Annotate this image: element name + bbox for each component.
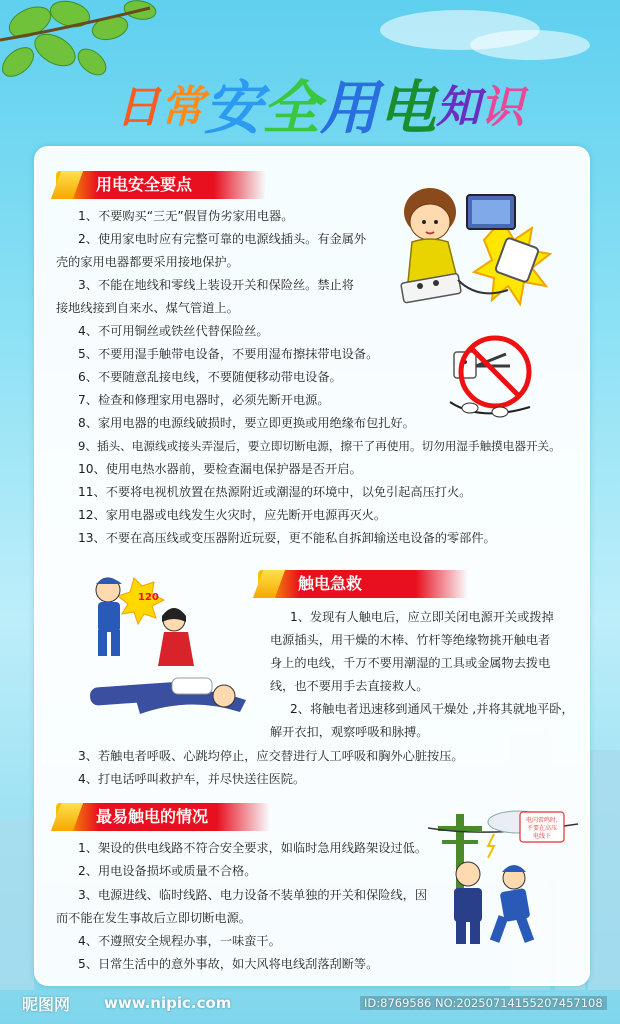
list-item: 4、不遵照安全规程办事，一味蛮干。 [78,934,281,948]
list-item: 3、电源进线、临时线路、电力设备不装单独的开关和保险线，因 [78,888,428,902]
cloud [470,30,590,60]
list-item: 而不能在发生事故后立即切断电源。 [56,911,251,925]
list-item: 2、用电设备损坏或质量不合格。 [78,864,257,878]
list-item: 8、家用电器的电源线破损时，要立即更换或用绝缘布包扎好。 [78,416,415,430]
list-item: 电源插头，用干燥的木棒、竹杆等绝缘物挑开触电者 [270,633,551,647]
list-item: 5、日常生活中的意外事故，如大风将电线刮落刮断等。 [78,957,379,971]
list-item: 4、打电话呼叫救护车，并尽快送往医院。 [78,772,306,786]
title-char: 常 [159,82,204,133]
sign-line: 电闪雷鸣时, [526,817,558,824]
list-item: 7、检查和修理家用电器时，必须先断开电源。 [78,393,330,407]
list-item: 3、不能在地线和零线上装设开关和保险丝。禁止将 [78,278,354,292]
section-heading-safety-points [56,171,266,199]
list-item: 12、家用电器或电线发生火灾时，应先断开电源再灭火。 [78,508,387,522]
section-heading-risk-situations [56,803,270,831]
section-heading-text: 用电安全要点 [96,175,193,194]
list-item: 壳的家用电器都要采用接地保护。 [56,255,239,269]
title-char: 识 [480,82,525,133]
title-char: 日 [115,82,160,133]
watermark [0,984,620,1024]
list-item: 线，也不要用手去直接救人。 [270,679,429,693]
title-char: 全 [261,74,320,142]
list-item: 1、不要购买“三无”假冒伪劣家用电器。 [78,209,294,223]
list-item: 5、不要用湿手触带电设备，不要用湿布擦抹带电设备。 [78,347,379,361]
list-item: 3、若触电者呼吸、心跳均停止，应交替进行人工呼吸和胸外心脏按压。 [78,749,464,763]
list-item: 解开衣扣，观察呼吸和脉搏。 [270,725,429,739]
list-item: 4、不可用铜丝或铁丝代替保险丝。 [78,324,269,338]
title-char: 安 [203,74,262,142]
list-item: 13、不要在高压线或变压器附近玩耍，更不能私自拆卸输送电设备的零部件。 [78,531,496,545]
first-aid-illustration [76,568,256,728]
title-char: 电 [378,74,437,142]
list-item: 接地线接到自来水、煤气管道上。 [56,301,239,315]
list-item: 1、架设的供电线路不符合安全要求，如临时急用线路架设过低。 [78,841,428,855]
section-heading-first-aid [258,570,468,598]
page-title [60,68,580,142]
list-item: 11、不要将电视机放置在热源附近或潮湿的环境中，以免引起高压打火。 [78,485,472,499]
list-item: 2、使用家电时应有完整可靠的电源线插头。有金属外 [78,232,367,246]
sign-line: 不要在高压 [526,825,558,832]
list-item: 1、发现有人触电后，应立即关闭电源开关或拨掉 [290,610,554,624]
list-item: 2、将触电者迅速移到通风干燥处 ,并将其就地平卧， [290,702,574,716]
list-item: 身上的电线，千万不要用潮湿的工具或金属物去拨电 [270,656,551,670]
sign-line: 电线下 [532,833,552,840]
watermark-id: ID:8769586 NO:20250714155207457108 [360,996,607,1010]
watermark-url: www.nipic.com [104,994,232,1012]
section-heading-text: 最易触电的情况 [96,807,209,826]
watermark-logo: 昵图网 [22,995,71,1014]
title-char: 知 [436,82,481,133]
list-item: 6、不要随意乱接电线，不要随便移动带电设备。 [78,370,342,384]
list-item: 9、插头、电源线或接头弄湿后，要立即切断电源，擦干了再使用。切勿用湿手触摸电器开关。 [78,439,561,453]
list-item: 10、使用电热水器前，要检查漏电保护器是否开启。 [78,462,362,476]
badge-120: 120 [138,592,159,603]
title-char: 用 [320,74,379,142]
child-socket-illustration [392,180,572,325]
section-heading-text: 触电急救 [298,574,363,593]
prohibition-socket-illustration [440,332,540,422]
power-pole-illustration [428,808,578,948]
